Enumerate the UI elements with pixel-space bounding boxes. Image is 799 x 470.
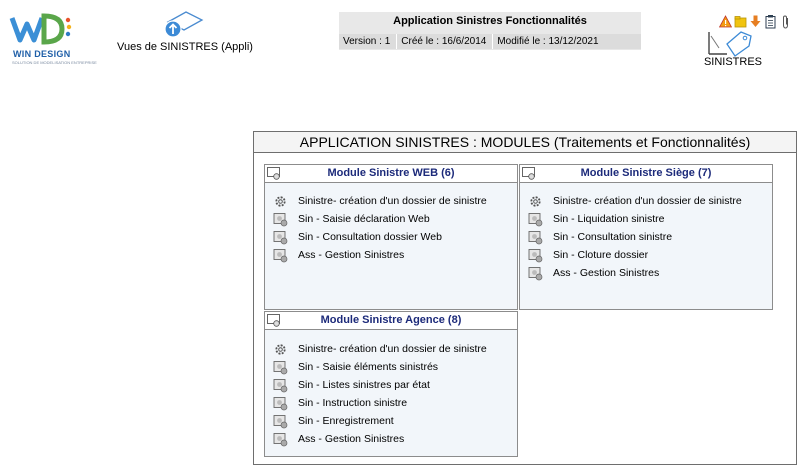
gear-icon xyxy=(273,342,288,357)
application-meta xyxy=(339,34,641,49)
module-sinistre-siege xyxy=(519,164,773,310)
module-header[interactable] xyxy=(265,312,517,330)
views-link[interactable] xyxy=(115,8,255,56)
gear-icon xyxy=(528,194,543,209)
feature-item[interactable] xyxy=(528,247,648,263)
module-header[interactable] xyxy=(265,165,517,183)
module-sinistre-web xyxy=(264,164,518,310)
sinistres-entity[interactable] xyxy=(697,20,769,72)
feature-label: Sin - Instruction sinistre xyxy=(298,397,408,409)
feature-item[interactable] xyxy=(528,211,664,227)
entity-tag-icon xyxy=(705,26,755,58)
feature-item[interactable] xyxy=(273,395,407,411)
feature-label: Sin - Cloture dossier xyxy=(553,249,649,261)
logo-mark-icon xyxy=(8,10,74,50)
views-link-label: Vues de SINISTRES (Appli) xyxy=(117,41,253,53)
feature-item[interactable] xyxy=(273,341,487,357)
screen-icon xyxy=(528,230,543,245)
feature-label: Sin - Saisie déclaration Web xyxy=(298,213,430,225)
module-title: Module Sinistre Agence (8) xyxy=(320,314,462,326)
entity-label: SINISTRES xyxy=(703,56,763,68)
feature-label: Sin - Consultation dossier Web xyxy=(298,231,442,243)
feature-item[interactable] xyxy=(273,359,438,375)
feature-item[interactable] xyxy=(273,229,442,245)
modules-panel xyxy=(253,131,797,465)
feature-label: Sinistre- création d'un dossier de sinistre xyxy=(553,195,742,207)
version-label: Version : 1 xyxy=(339,34,397,49)
feature-label: Sinistre- création d'un dossier de sinistre xyxy=(298,343,487,355)
feature-item[interactable] xyxy=(273,211,430,227)
screen-icon xyxy=(273,396,288,411)
module-header[interactable] xyxy=(520,165,772,183)
feature-item[interactable] xyxy=(273,377,430,393)
feature-label: Sin - Saisie éléments sinistrés xyxy=(298,361,439,373)
logo-text: WIN DESIGN xyxy=(13,49,71,59)
feature-label: Ass - Gestion Sinistres xyxy=(298,433,405,445)
feature-item[interactable] xyxy=(273,431,404,447)
feature-label: Sin - Consultation sinistre xyxy=(553,231,673,243)
logo-subtitle: SOLUTION DE MODELISATION ENTREPRISE xyxy=(12,60,97,65)
module-sinistre-agence xyxy=(264,311,518,457)
module-icon xyxy=(267,314,281,327)
module-icon xyxy=(267,167,281,180)
screen-icon xyxy=(528,266,543,281)
windesign-logo xyxy=(8,10,97,66)
feature-item[interactable] xyxy=(528,229,672,245)
feature-item[interactable] xyxy=(273,413,394,429)
views-diamond-icon xyxy=(160,8,204,42)
attachment-icon[interactable] xyxy=(779,14,792,30)
screen-icon xyxy=(528,248,543,263)
feature-item[interactable] xyxy=(273,193,487,209)
feature-label: Sinistre- création d'un dossier de sinistre xyxy=(298,195,487,207)
screen-icon xyxy=(273,212,288,227)
screen-icon xyxy=(273,414,288,429)
module-title: Module Sinistre WEB (6) xyxy=(327,167,455,179)
screen-icon xyxy=(273,360,288,375)
application-info-box xyxy=(339,12,641,50)
modified-date: Modifié le : 13/12/2021 xyxy=(493,34,641,49)
module-title: Module Sinistre Siège (7) xyxy=(580,167,712,179)
feature-label: Ass - Gestion Sinistres xyxy=(553,267,660,279)
feature-item[interactable] xyxy=(273,247,404,263)
gear-icon xyxy=(273,194,288,209)
panel-title: APPLICATION SINISTRES : MODULES (Traitements et Fonctionnalités) xyxy=(254,132,796,153)
created-date: Créé le : 16/6/2014 xyxy=(397,34,493,49)
feature-label: Sin - Enregistrement xyxy=(298,415,394,427)
screen-icon xyxy=(273,248,288,263)
screen-icon xyxy=(273,230,288,245)
feature-item[interactable] xyxy=(528,265,659,281)
screen-icon xyxy=(273,432,288,447)
feature-item[interactable] xyxy=(528,193,742,209)
feature-label: Sin - Liquidation sinistre xyxy=(553,213,665,225)
feature-label: Sin - Listes sinistres par état xyxy=(298,379,430,391)
module-icon xyxy=(522,167,536,180)
screen-icon xyxy=(528,212,543,227)
feature-label: Ass - Gestion Sinistres xyxy=(298,249,405,261)
application-title: Application Sinistres Fonctionnalités xyxy=(393,15,587,27)
screen-icon xyxy=(273,378,288,393)
